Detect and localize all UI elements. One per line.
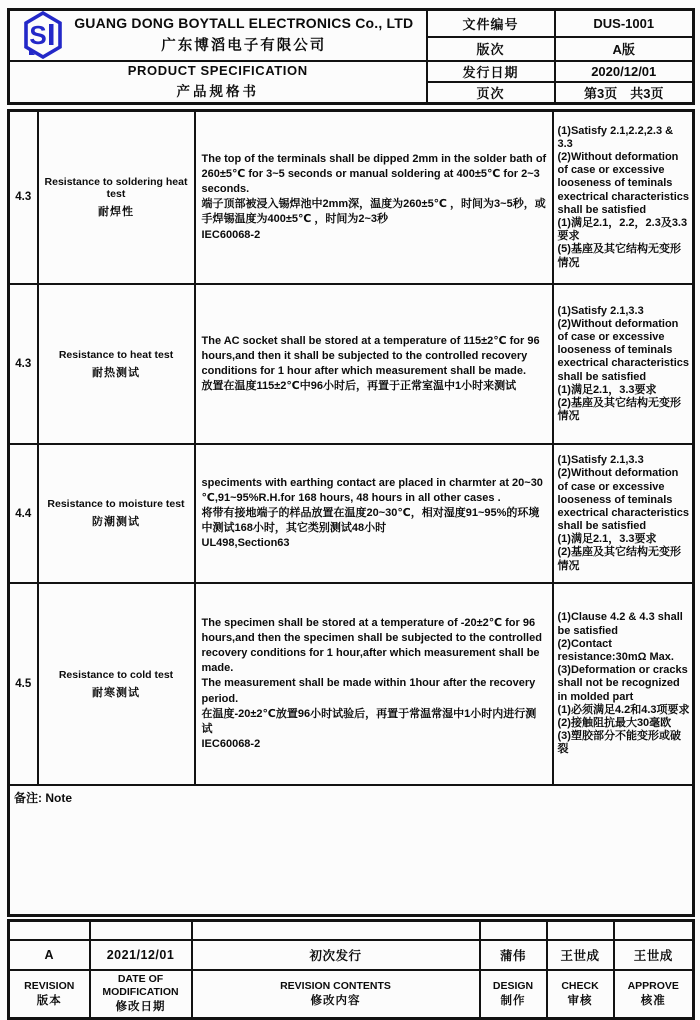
design-signature: 蒲伟 bbox=[480, 940, 547, 970]
test-requirements: (1)Satisfy 2.1,2.2,2.3 & 3.3 (2)Without deformation of case or excessive looseness of teminals exectrical characteristics shall be satisfied (1)满足2.1，2.2，2.3及3.3要求 (5)基座及其它结构无变形情况 bbox=[553, 110, 694, 284]
revision-table bbox=[7, 919, 695, 1020]
revision-contents: 初次发行 bbox=[192, 940, 480, 970]
test-name-cn: 耐热测试 bbox=[92, 366, 140, 379]
field-label-page: 页次 bbox=[427, 82, 555, 104]
test-name-en: Resistance to moisture test bbox=[47, 498, 185, 510]
spec-table bbox=[7, 109, 695, 917]
revision-code: A bbox=[9, 940, 90, 970]
table-row bbox=[9, 284, 694, 444]
test-name bbox=[38, 284, 195, 444]
field-label-doc-number: 文件编号 bbox=[427, 10, 555, 37]
column-header-date: DATE OF MODIFICATION 修改日期 bbox=[90, 970, 192, 1018]
test-name-cn: 耐寒测试 bbox=[92, 686, 140, 699]
company-block bbox=[9, 10, 427, 61]
test-requirements: (1)Satisfy 2.1,3.3 (2)Without deformation of case or excessive looseness of teminals exectrical characteristics shall be satisfied (1)满足2.1，3.3要求 (2)基座及其它结构无变形情况 bbox=[553, 444, 694, 583]
test-name bbox=[38, 110, 195, 284]
test-name bbox=[38, 444, 195, 583]
doc-title-en: PRODUCT SPECIFICATION bbox=[127, 63, 308, 78]
test-requirements: (1)Satisfy 2.1,3.3 (2)Without deformation of case or excessive looseness of teminals exectrical characteristics shall be satisfied (1)满足2.1，3.3要求 (2)基座及其它结构无变形情况 bbox=[553, 284, 694, 444]
doc-title-cn: 产品规格书 bbox=[176, 84, 259, 99]
row-id: 4.3 bbox=[9, 284, 38, 444]
field-label-revision: 版次 bbox=[427, 37, 555, 61]
row-id: 4.4 bbox=[9, 444, 38, 583]
test-description: speciments with earthing contact are placed in charmter at 20~30 ℃,91~95%R.H.for 168 hours, 48 hours in all other cases . 将带有接地端子的样品放置在温度20~30℃，相对湿度91~95%的环境中测试168小时，其它类别测试48小时 UL498,Section63 bbox=[195, 444, 553, 583]
test-description: The specimen shall be stored at a temperature of -20±2℃ for 96 hours,and then the specimen shall be subjected to the controlled recovery conditions for 1 hour,after which measurement shall be made. The measurement shall be made within 1hour after the recovery period. 在温度-20±2℃放置96小时试验后，再置于常温常湿中1小时内进行测试 IEC60068-2 bbox=[195, 583, 553, 785]
table-row bbox=[9, 110, 694, 284]
revision-entry-row bbox=[9, 940, 694, 970]
test-name bbox=[38, 583, 195, 785]
test-name-en: Resistance to soldering heat test bbox=[44, 175, 188, 200]
field-value-issue-date: 2020/12/01 bbox=[555, 61, 694, 82]
test-requirements: (1)Clause 4.2 & 4.3 shall be satisfied (2)Contact resistance:30mΩ Max. (3)Deformation or cracks shall not be recognized in molded part (1)必须满足4.2和4.3项要求 (2)接触阻抗最大30毫欧 (3)塑胶部分不能变形或破裂 bbox=[553, 583, 694, 785]
test-name-en: Resistance to heat test bbox=[58, 348, 174, 361]
column-header-revision: REVISION 版本 bbox=[9, 970, 90, 1018]
revision-date: 2021/12/01 bbox=[90, 940, 192, 970]
company-name-cn: 广东博滔电子有限公司 bbox=[161, 38, 327, 55]
svg-text:S: S bbox=[29, 20, 47, 51]
row-id: 4.5 bbox=[9, 583, 38, 785]
note-row bbox=[9, 785, 694, 915]
table-row bbox=[9, 583, 694, 785]
test-description: The top of the terminals shall be dipped 2mm in the solder bath of 260±5℃ for 3~5 seconds or manual soldering at 400±5℃ for 2~3 seconds. 端子顶部被浸入锡焊池中2mm深，温度为260±5℃ ，时间为3~5秒，或手焊锡温度为400±5℃ ，时间为2~3秒 IEC60068-2 bbox=[195, 110, 553, 284]
doc-title-block bbox=[9, 61, 427, 104]
check-signature: 王世成 bbox=[547, 940, 614, 970]
column-header-approve: APPROVE 核准 bbox=[614, 970, 694, 1018]
note-label: 备注: Note bbox=[9, 785, 694, 915]
test-name-en: Resistance to cold test bbox=[58, 668, 174, 681]
company-logo-icon bbox=[23, 11, 63, 59]
column-header-check: CHECK 审核 bbox=[547, 970, 614, 1018]
test-description: The AC socket shall be stored at a temperature of 115±2℃ for 96 hours,and then it shall be subjected to the controlled recovery conditions for 1 hour after which measurement shall be made. 放置在温度115±2℃中96小时后，再置于正常室温中1小时来测试 bbox=[195, 284, 553, 444]
table-row bbox=[9, 444, 694, 583]
field-label-issue-date: 发行日期 bbox=[427, 61, 555, 82]
header-table bbox=[7, 8, 695, 105]
test-name-cn: 防潮测试 bbox=[92, 516, 140, 528]
field-value-page: 第3页 共3页 bbox=[555, 82, 694, 104]
company-name-en: GUANG DONG BOYTALL ELECTRONICS Co., LTD bbox=[74, 15, 414, 32]
field-value-doc-number: DUS-1001 bbox=[555, 10, 694, 37]
column-header-contents: REVISION CONTENTS 修改内容 bbox=[192, 970, 480, 1018]
test-name-cn: 耐焊性 bbox=[98, 205, 134, 218]
revision-empty-row bbox=[9, 920, 694, 940]
revision-header-row bbox=[9, 970, 694, 1018]
approve-signature: 王世成 bbox=[614, 940, 694, 970]
row-id: 4.3 bbox=[9, 110, 38, 284]
column-header-design: DESIGN 制作 bbox=[480, 970, 547, 1018]
field-value-revision: A版 bbox=[555, 37, 694, 61]
